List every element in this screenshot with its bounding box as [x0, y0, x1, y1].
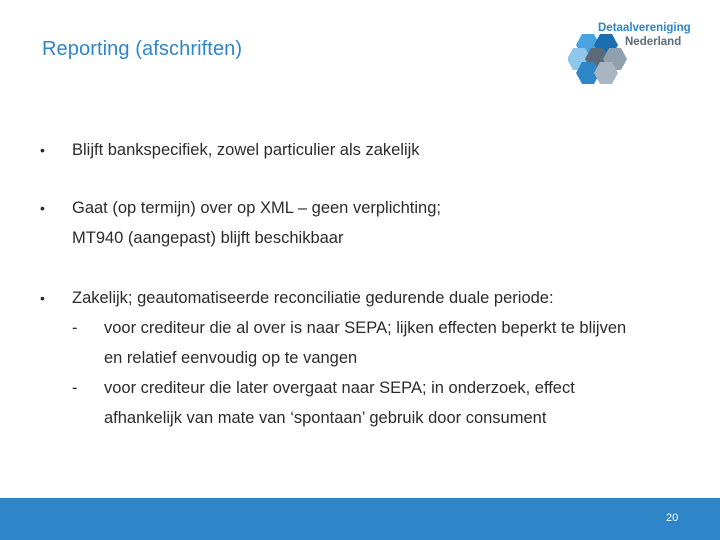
- logo-text-line1: Detaalvereniging: [598, 22, 691, 34]
- logo-text-line2: Nederland: [625, 36, 682, 48]
- bullet-text: Gaat (op termijn) over op XML – geen verplichting;: [72, 199, 441, 217]
- slide-title: Reporting (afschriften): [42, 38, 243, 60]
- logo: [568, 16, 708, 86]
- bullet-symbol: •: [40, 142, 45, 158]
- dash-symbol: -: [72, 319, 78, 337]
- bullet-text: Blijft bankspecifiek, zowel particulier als zakelijk: [72, 141, 420, 159]
- sub-item-text: voor crediteur die later overgaat naar SEPA; in onderzoek, effect: [104, 379, 575, 397]
- sub-item-text-continuation: en relatief eenvoudig op te vangen: [104, 349, 358, 367]
- bullet-symbol: •: [40, 200, 45, 216]
- bullet-text-continuation: MT940 (aangepast) blijft beschikbaar: [72, 229, 344, 247]
- bullet-text: Zakelijk; geautomatiseerde reconciliatie gedurende duale periode:: [72, 289, 554, 307]
- page-number: 20: [666, 512, 679, 524]
- dash-symbol: -: [72, 379, 78, 397]
- hexagon-logo-icon: [568, 32, 628, 84]
- sub-item-text: voor crediteur die al over is naar SEPA; lijken effecten beperkt te blijven: [104, 319, 627, 337]
- bullet-symbol: •: [40, 290, 45, 306]
- sub-item-text-continuation: afhankelijk van mate van ‘spontaan’ gebruik door consument: [104, 409, 547, 427]
- footer-bar: [0, 498, 720, 540]
